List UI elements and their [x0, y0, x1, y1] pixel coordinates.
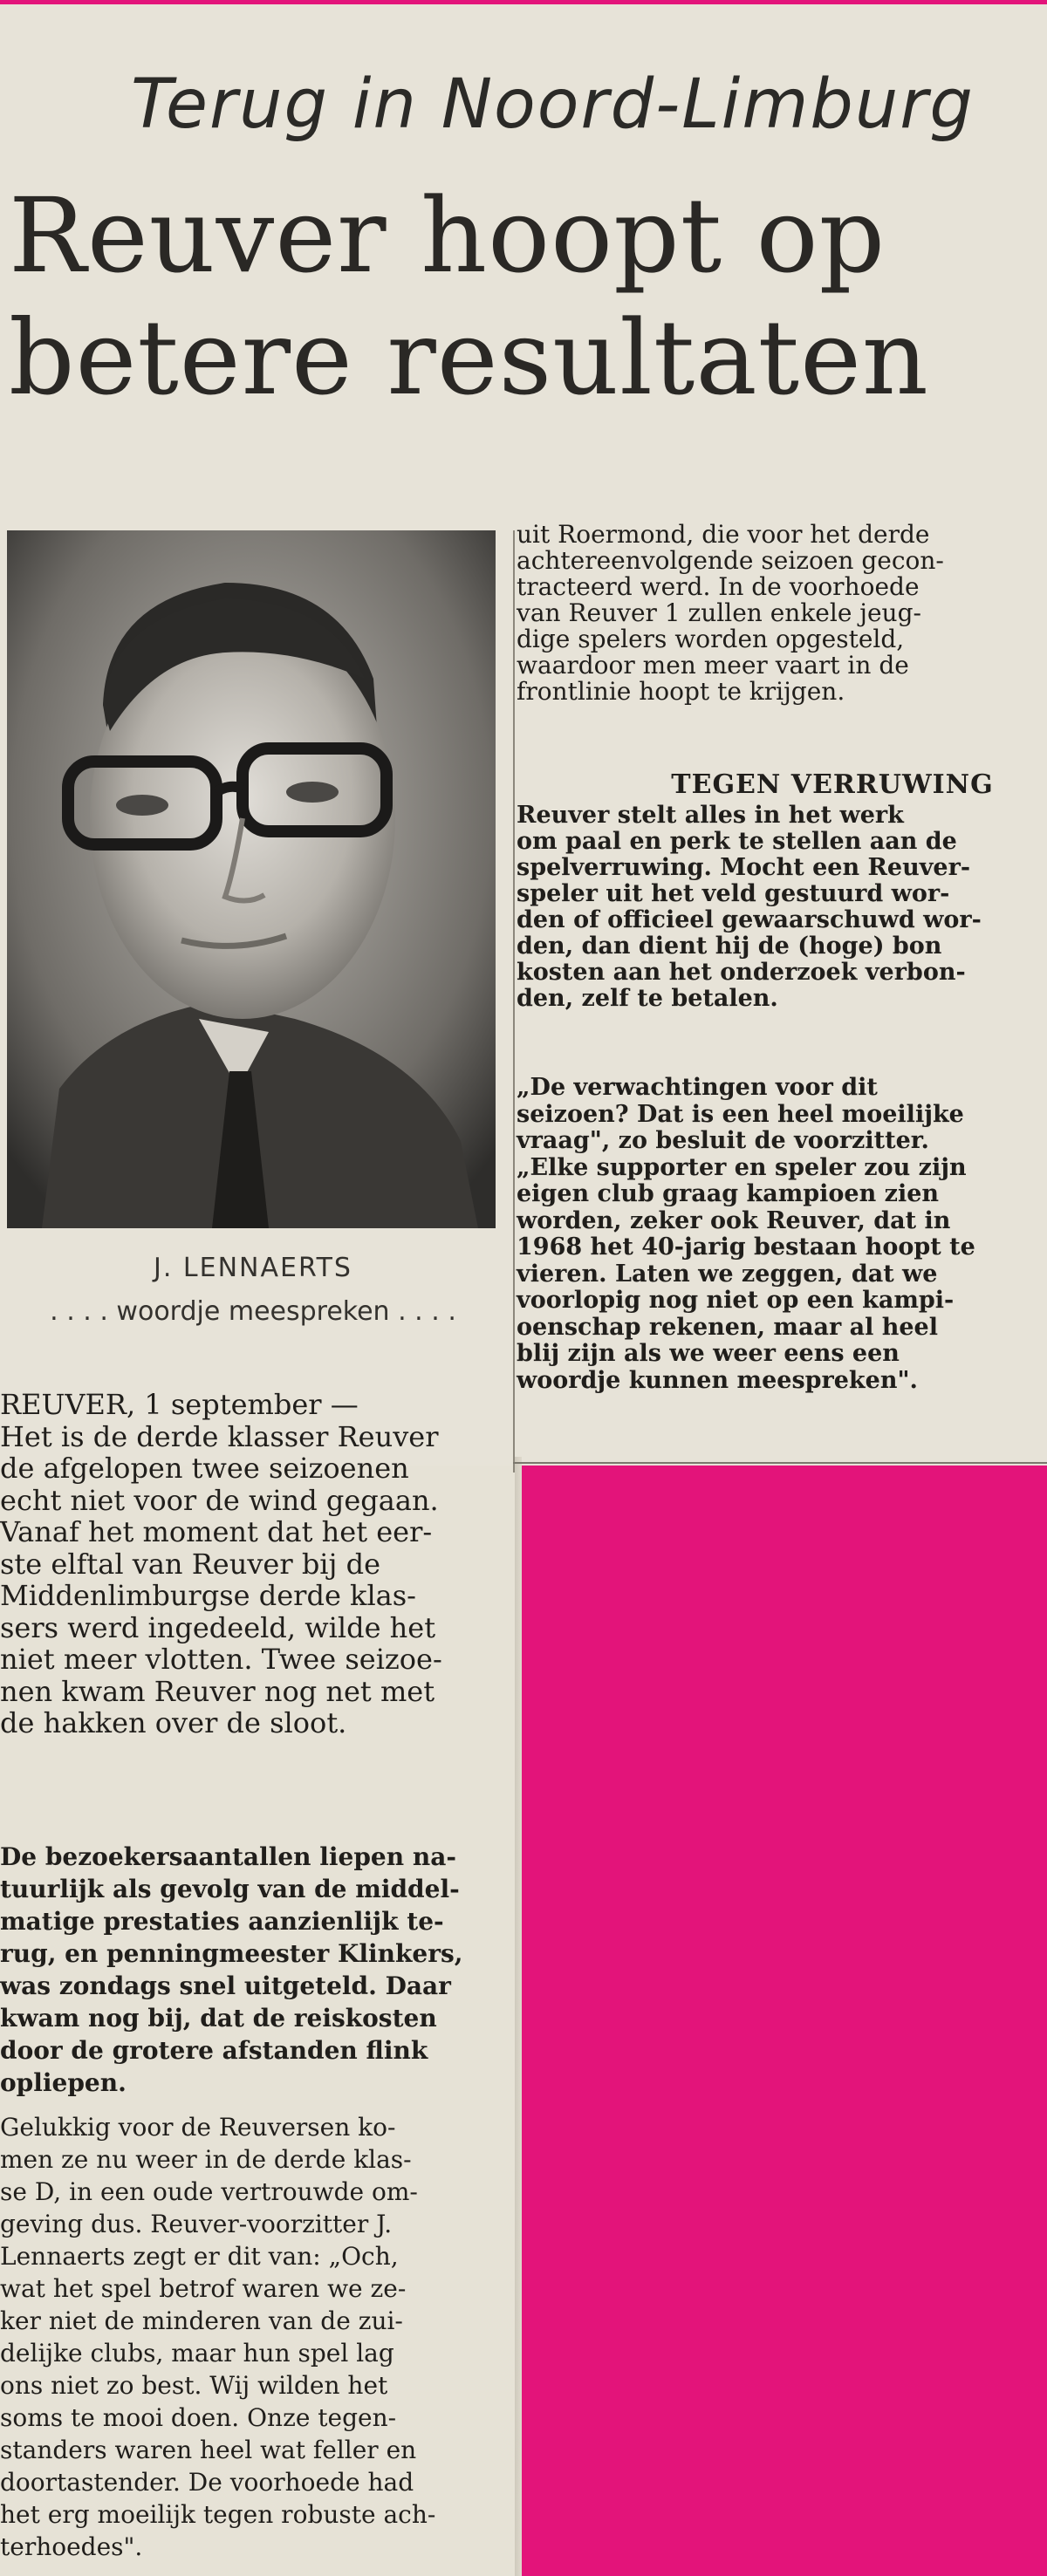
text-line: waardoor men meer vaart in de	[517, 651, 909, 680]
text-line: vieren. Laten we zeggen, dat we	[517, 1260, 938, 1288]
column-divider	[513, 530, 515, 1472]
text-line: delijke clubs, maar hun spel lag	[0, 2339, 394, 2368]
clipping-edge	[515, 1457, 522, 2576]
text-line: sers werd ingedeeld, wilde het	[0, 1610, 436, 1644]
background-edge	[0, 0, 1047, 4]
headline-line-1: Reuver hoopt op	[9, 175, 886, 296]
text-line: voorlopig nog niet op een kampi-	[517, 1287, 955, 1314]
left-paragraph-2	[0, 1841, 510, 2099]
portrait-photo	[7, 530, 496, 1228]
text-line: „De verwachtingen voor dit	[517, 1074, 878, 1101]
text-line: den of officieel gewaarschuwd wor-	[517, 906, 982, 933]
right-paragraph-3	[517, 1075, 1044, 1394]
text-line: achtereenvolgende seizoen gecon-	[517, 546, 944, 575]
text-line: niet meer vlotten. Twee seizoe-	[0, 1643, 442, 1676]
photo-caption-name: J. LENNAERTS	[154, 1253, 352, 1283]
text-line: tuurlijk als gevolg van de middel-	[0, 1875, 460, 1903]
text-line: De bezoekersaantallen liepen na-	[0, 1842, 456, 1871]
headline-line-2: betere resultaten	[9, 297, 929, 418]
text-line: se D, in een oude vertrouwde om-	[0, 2177, 418, 2206]
text-line: Vanaf het moment dat het eer-	[0, 1515, 433, 1548]
text-line: woordje kunnen meespreken".	[517, 1366, 918, 1394]
text-line: standers waren heel wat feller en	[0, 2436, 417, 2464]
text-line: soms te mooi doen. Onze tegen-	[0, 2403, 397, 2432]
text-line: rug, en penningmeester Klinkers,	[0, 1939, 463, 1968]
text-line: tracteerd werd. In de voorhoede	[517, 572, 920, 601]
text-line: terhoedes".	[0, 2532, 143, 2561]
photo-caption-quote: . . . . woordje meespreken . . . .	[50, 1296, 456, 1327]
text-line: Middenlimburgse derde klas-	[0, 1579, 416, 1612]
text-line: worden, zeker ook Reuver, dat in	[517, 1206, 951, 1234]
text-line: opliepen.	[0, 2068, 127, 2097]
text-line: seizoen? Dat is een heel moeilijke	[517, 1100, 964, 1128]
text-line: ons niet zo best. Wij wilden het	[0, 2371, 388, 2400]
text-line: matige prestaties aanzienlijk te-	[0, 1907, 444, 1936]
text-line: van Reuver 1 zullen enkele jeug-	[517, 598, 921, 627]
text-line: door de grotere afstanden flink	[0, 2036, 428, 2065]
text-line: om paal en perk te stellen aan de	[517, 828, 957, 855]
text-line: kosten aan het onderzoek verbon-	[517, 959, 966, 986]
text-line: speler uit het veld gestuurd wor-	[517, 880, 950, 907]
right-paragraph-2	[517, 803, 1044, 1012]
text-line: ste elftal van Reuver bij de	[0, 1547, 381, 1581]
text-line: den, dan dient hij de (hoge) bon	[517, 933, 942, 960]
text-line: vraag", zo besluit de voorzitter.	[517, 1127, 929, 1154]
section-divider	[513, 1462, 1047, 1464]
text-line: doortastender. De voorhoede had	[0, 2468, 414, 2497]
headline	[9, 174, 1021, 419]
text-line: de hakken over de sloot.	[0, 1706, 347, 1739]
subheading: TEGEN VERRUWING	[671, 769, 994, 800]
text-line: frontlinie hoopt te krijgen.	[517, 677, 845, 706]
text-line: 1968 het 40-jarig bestaan hoopt te	[517, 1233, 975, 1261]
text-line: blij zijn als we weer eens een	[517, 1340, 900, 1367]
left-paragraph-1	[0, 1389, 510, 1739]
text-line: „Elke supporter en speler zou zijn	[517, 1153, 967, 1181]
text-line: echt niet voor de wind gegaan.	[0, 1483, 439, 1517]
text-line: Gelukkig voor de Reuversen ko-	[0, 2113, 396, 2142]
text-line: eigen club graag kampioen zien	[517, 1180, 940, 1207]
text-line: wat het spel betrof waren we ze-	[0, 2274, 407, 2303]
text-line: geving dus. Reuver-voorzitter J.	[0, 2210, 393, 2238]
kicker: Terug in Noord-Limburg	[131, 65, 975, 144]
text-line: Lennaerts zegt er dit van: „Och,	[0, 2242, 399, 2271]
right-paragraph-1	[517, 522, 1044, 705]
text-line: Het is de derde klasser Reuver	[0, 1419, 439, 1453]
text-line: kwam nog bij, dat de reiskosten	[0, 2004, 437, 2033]
subheading-block	[517, 769, 1044, 802]
text-line: oenschap rekenen, maar al heel	[517, 1313, 938, 1341]
text-line: den, zelf te betalen.	[517, 985, 778, 1012]
portrait-illustration	[7, 530, 496, 1228]
text-line: spelverruwing. Mocht een Reuver-	[517, 854, 971, 881]
text-line: uit Roermond, die voor het derde	[517, 520, 930, 549]
text-line: het erg moeilijk tegen robuste ach-	[0, 2500, 436, 2529]
left-paragraph-3	[0, 2111, 510, 2563]
text-line: Reuver stelt alles in het werk	[517, 802, 904, 829]
text-line: de afgelopen twee seizoenen	[0, 1452, 409, 1485]
text-line: dige spelers worden opgesteld,	[517, 625, 905, 653]
text-line: ker niet de minderen van de zui-	[0, 2306, 403, 2335]
text-line: REUVER, 1 september —	[0, 1388, 359, 1421]
text-line: was zondags snel uitgeteld. Daar	[0, 1971, 451, 2000]
text-line: men ze nu weer in de derde klas-	[0, 2145, 412, 2174]
text-line: nen kwam Reuver nog net met	[0, 1674, 435, 1708]
